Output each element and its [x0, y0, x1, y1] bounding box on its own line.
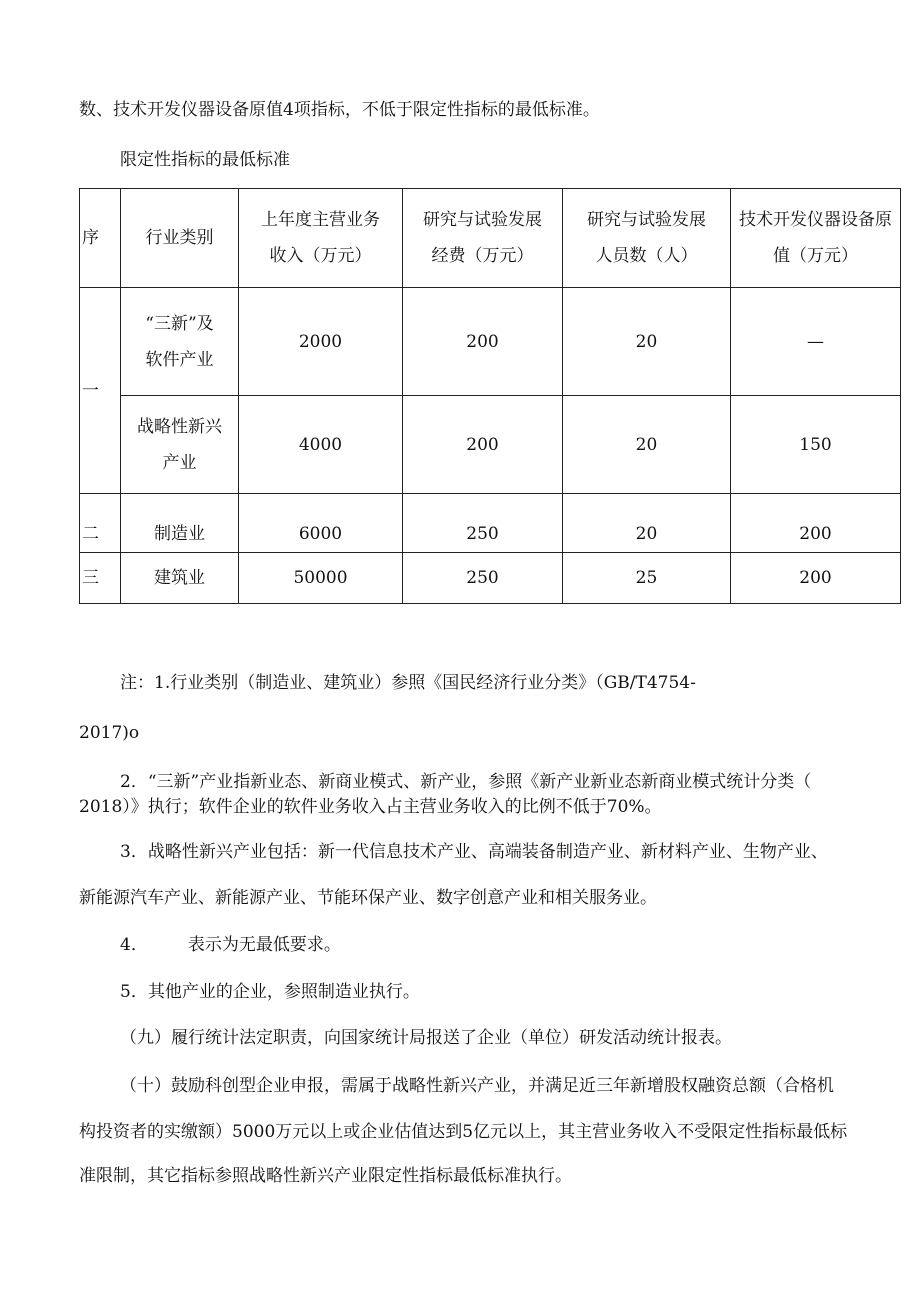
note-5: 5．其他产业的企业，参照制造业执行。 [120, 982, 420, 1002]
cell-rd-expense: 250 [403, 553, 563, 604]
cell-revenue: 50000 [239, 553, 403, 604]
cell-revenue: 6000 [239, 494, 403, 553]
cell-equipment: 200 [731, 494, 901, 553]
cell-rd-expense: 200 [403, 396, 563, 494]
table-row [80, 494, 901, 553]
note-1-line-2: 2017)o [79, 723, 140, 743]
cell-equipment: 150 [731, 396, 901, 494]
intro-line: 数、技术开发仪器设备原值4项指标，不低于限定性指标的最低标准。 [79, 100, 600, 120]
cell-category: 制造业 [121, 494, 239, 553]
cell-revenue: 4000 [239, 396, 403, 494]
group-seq-two: 二 [80, 494, 121, 553]
standards-table [79, 188, 901, 604]
para-10-line-3: 准限制，其它指标参照战略性新兴产业限定性指标最低标准执行。 [79, 1166, 572, 1186]
cell-revenue: 2000 [239, 288, 403, 396]
note-2-line-2: 2018）》执行；软件企业的软件业务收入占主营业务收入的比例不低于70%。 [79, 797, 662, 817]
note-4 [120, 934, 341, 956]
cell-category: 建筑业 [121, 553, 239, 604]
cell-category: “三新”及 软件产业 [121, 288, 239, 396]
cell-rd-staff: 20 [563, 396, 731, 494]
table-row [80, 396, 901, 494]
table-caption: 限定性指标的最低标准 [120, 150, 290, 170]
header-equipment: 技术开发仪器设备原 值（万元） [731, 189, 901, 288]
note-3-line-2: 新能源汽车产业、新能源产业、节能环保产业、数字创意产业和相关服务业。 [79, 888, 657, 908]
cell-rd-staff: 25 [563, 553, 731, 604]
cell-equipment: 200 [731, 553, 901, 604]
table-row [80, 553, 901, 604]
group-seq-three: 三 [80, 553, 121, 604]
para-10-line-2: 构投资者的实缴额）5000万元以上或企业估值达到5亿元以上，其主营业务收入不受限定性指标最低标 [79, 1122, 848, 1142]
cell-rd-expense: 200 [403, 288, 563, 396]
note-4-text: 表示为无最低要求。 [187, 935, 341, 955]
note-2-line-1: 2．“三新”产业指新业态、新商业模式、新产业，参照《新产业新业态新商业模式统计分类（ [120, 772, 812, 792]
note-4-number: 4． [120, 935, 148, 955]
note-1-line-1: 注：1.行业类别（制造业、建筑业）参照《国民经济行业分类》（GB/T4754- [120, 673, 696, 693]
header-category: 行业类别 [121, 189, 239, 288]
header-revenue: 上年度主营业务 收入（万元） [239, 189, 403, 288]
para-10-line-1: （十）鼓励科创型企业申报，需属于战略性新兴产业，并满足近三年新增股权融资总额（合格机 [120, 1076, 834, 1096]
header-rd-staff: 研究与试验发展 人员数（人） [563, 189, 731, 288]
note-3-line-1: 3．战略性新兴产业包括：新一代信息技术产业、高端装备制造产业、新材料产业、生物产业、 [120, 842, 828, 862]
para-9: （九）履行统计法定职责，向国家统计局报送了企业（单位）研发活动统计报表。 [120, 1028, 732, 1048]
cell-category: 战略性新兴 产业 [121, 396, 239, 494]
table-row [80, 288, 901, 396]
cell-rd-staff: 20 [563, 494, 731, 553]
cell-equipment: — [731, 288, 901, 396]
cell-rd-expense: 250 [403, 494, 563, 553]
group-seq-one: 一 [80, 288, 121, 494]
table-header-row [80, 189, 901, 288]
header-rd-expense: 研究与试验发展 经费（万元） [403, 189, 563, 288]
header-seq: 序 [80, 189, 121, 288]
cell-rd-staff: 20 [563, 288, 731, 396]
